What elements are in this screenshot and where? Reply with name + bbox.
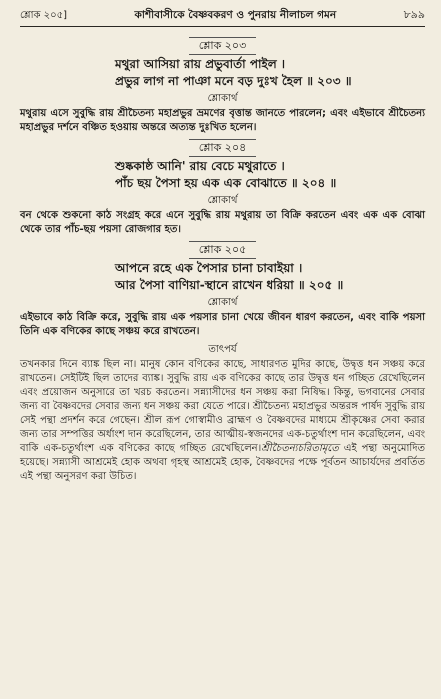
verse-number-205: শ্লোক ২০৫ <box>20 241 425 259</box>
translation-text: এইভাবে কাঠ বিক্রি করে, সুবুদ্ধি রায় এক পয়সার চানা খেয়ে জীবন ধারণ করতেন, এবং বাকি পয়সা তিনি এক বণিকের কাছে সঞ্চয় করে রাখতেন। <box>20 312 425 337</box>
translation-text: মথুরায় এসে সুবুদ্ধি রায় শ্রীচৈতন্য মহাপ্রভুর ভ্রমণের বৃত্তান্ত জানতে পারলেন; এবং এইভাবে শ্রীচৈতন্য মহাপ্রভুর দর্শনে বঞ্চিত হওয়ায় অন্তরে অত্যন্ত দুঃখিত হলেন। <box>20 108 425 133</box>
verse-line: শুষ্ককাষ্ঠ আনি' রায় বেচে মথুরাতে । <box>115 159 285 173</box>
purport-text: তখনকার দিনে ব্যাঙ্ক ছিল না। মানুষ কোন বণিকের কাছে, সাধারণত মুদির কাছে, উদ্বৃত্ত ধন সঞ্চয় করে রাখতেন। সেইটিই ছিল তাদের ব্যাঙ্ক। সুবুদ্ধি রায় এক বণিকের কাছে তার উদ্বৃত্ত ধন গচ্ছিত রেখেছিলেন এবং প্রয়োজন অনুসারে তা খরচ করতেন। সন্ন্যাসীদের ধন সঞ্চয় করা নিষিদ্ধ। কিন্তু, ভগবানের সেবার জন্য বা বৈষ্ণবদের সেবার জন্য ধন সঞ্চয় করা যেতে পারে। শ্রীচৈতন্য মহাপ্রভুর অন্তরঙ্গ পার্ষদ সুবুদ্ধি রায় সেই পন্থা প্রদর্শন করে গেছেন। শ্রীল রূপ গোস্বামীও ব্রাহ্মণ ও বৈষ্ণবদের মাধ্যমে শ্রীকৃষ্ণের সেবা করার জন্য তার সম্পত্তির অর্ধাংশ দান করেছিলেন, তার আত্মীয়-স্বজনদের এক-চতুর্থাংশ দান করেছিলেন, এবং বাকি এক-চতুর্থাংশ এক বণিকের কাছে গচ্ছিত রেখেছিলেন।শ্রীচৈতন্যচরিতামৃতে এই পন্থা অনুমোদিত হয়েছে। সন্ন্যাসী আশ্রমেই হোক অথবা গৃহস্থ আশ্রমেই হোক, বৈষ্ণবদের পক্ষে পূর্বতন আচার্যদের প্রবর্তিত এই পন্থা অনুসরণ করা উচিত। <box>20 359 425 482</box>
verse-line: মথুরা আসিয়া রায় প্রভুবার্তা পাইল । <box>115 57 286 71</box>
translation-label: শ্লোকার্থ <box>207 195 238 206</box>
purport-label: তাৎপর্য <box>208 344 237 355</box>
book-title-reference: শ্রীচৈতন্যচরিতামৃতে <box>261 443 339 454</box>
verse-number-204: শ্লোক ২০৪ <box>20 139 425 157</box>
running-header <box>20 8 425 27</box>
translation-label: শ্লোকার্থ <box>207 93 238 104</box>
header-verse-ref: শ্লোক ২০৫] <box>20 10 68 21</box>
page-number: ৮৯৯ <box>403 8 425 21</box>
verse-line: পাঁচ ছয় পৈসা হয় এক এক বোঝাতে ॥ ২০৪ ॥ <box>115 176 337 190</box>
verse-line: আর পৈসা বাণিয়া-স্থানে রাখেন ধরিয়া ॥ ২০৫ ॥ <box>115 278 344 292</box>
translation-text: বন থেকে শুকনো কাঠ সংগ্রহ করে এনে সুবুদ্ধি রায় মথুরায় তা বিক্রি করতেন এবং এক এক বোঝা থেকে তার পাঁচ-ছয় পয়সা রোজগার হত। <box>20 210 425 235</box>
verse-number-203: শ্লোক ২০৩ <box>20 37 425 55</box>
translation-label: শ্লোকার্থ <box>207 297 238 308</box>
verse-line: প্রভুর লাগ না পাঞা মনে বড় দুঃখ হৈল ॥ ২০৩ ॥ <box>115 74 352 88</box>
chapter-title: কাশীবাসীকে বৈষ্ণবকরণ ও পুনরায় নীলাচল গমন <box>134 9 337 21</box>
verse-line: আপনে রহে এক পৈসার চানা চাবাইয়া । <box>115 261 303 275</box>
